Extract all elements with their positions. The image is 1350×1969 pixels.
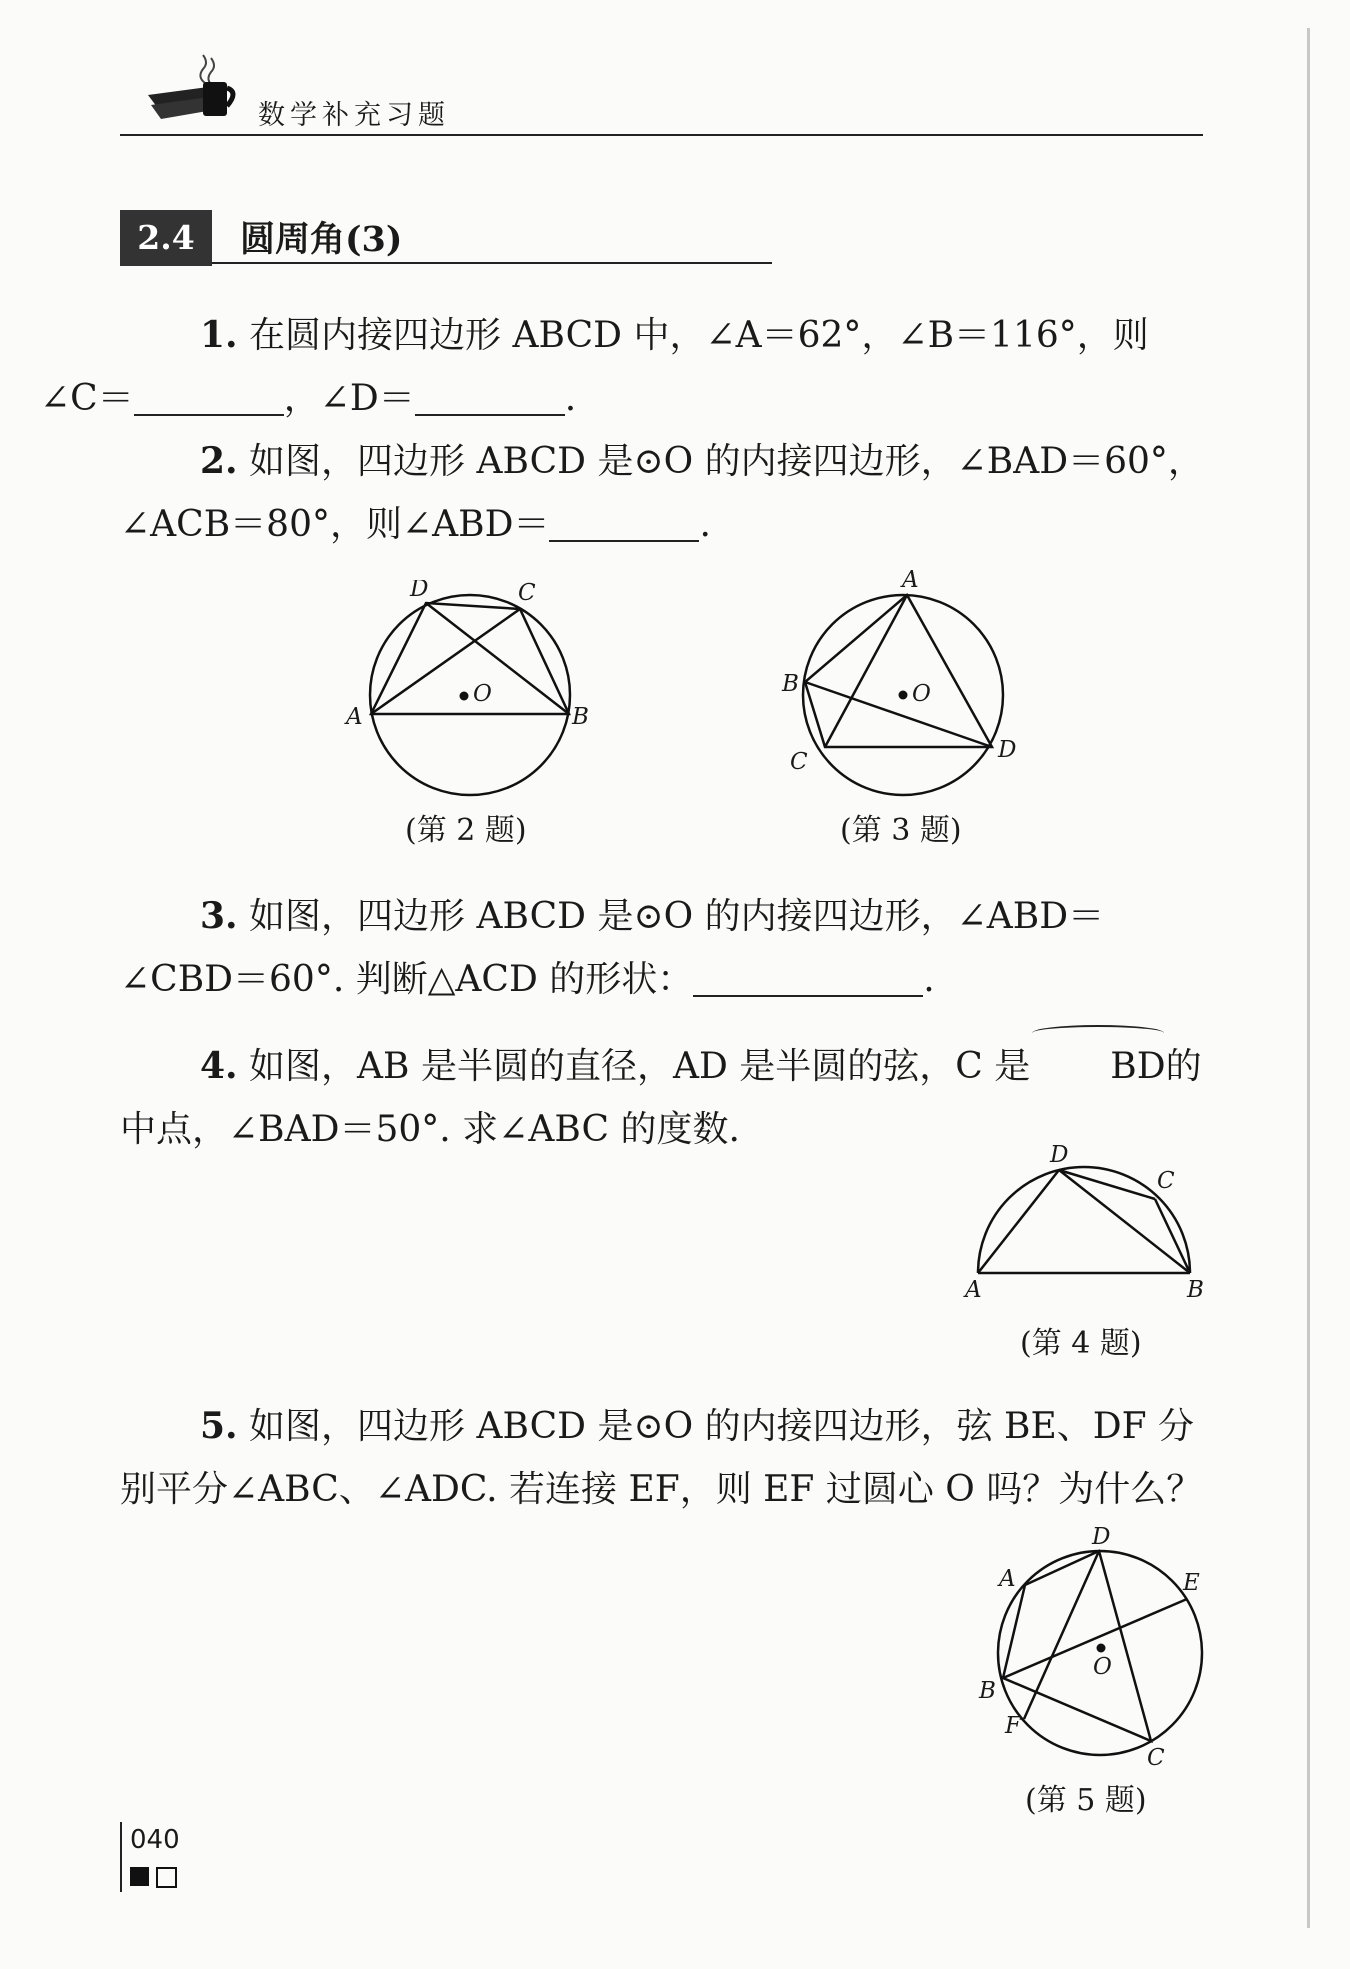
answer-blank-shape[interactable]: [693, 955, 923, 997]
angle-d-label: ∠D＝: [319, 378, 415, 419]
quadrilateral-abcd: [371, 603, 569, 714]
label-a: A: [965, 1277, 982, 1300]
label-f: F: [1005, 1713, 1021, 1739]
figure-4-diagram: [955, 1140, 1215, 1300]
period: .: [564, 378, 577, 419]
page-number: 040: [130, 1825, 180, 1855]
question-1-text: 在圆内接四边形 ABCD 中，∠A＝62°，∠B＝116°，则: [249, 315, 1149, 356]
label-c: C: [1157, 1168, 1175, 1194]
period: .: [923, 959, 935, 1000]
question-5-number: 5.: [200, 1405, 238, 1447]
question-3-number: 3.: [200, 895, 238, 937]
label-b: B: [1187, 1277, 1204, 1300]
question-2-text: 如图，四边形 ABCD 是⊙O 的内接四边形，∠BAD＝60°，∠ACB＝80°，则∠ABD＝: [120, 441, 1204, 545]
label-b: B: [782, 671, 799, 697]
question-1: [40, 304, 1205, 430]
header-title: 数学补充习题: [258, 100, 450, 131]
quadrilateral-abcd: [805, 595, 992, 747]
circle: [998, 1551, 1202, 1755]
empty-square-icon: [156, 1867, 177, 1888]
label-d: D: [1050, 1142, 1069, 1168]
label-o: O: [912, 681, 931, 707]
chord-cb: [1155, 1199, 1190, 1273]
arc-bd: BD: [1030, 1035, 1165, 1098]
label-e: E: [1183, 1570, 1200, 1596]
figure-5-diagram: [975, 1520, 1215, 1780]
diagonal-ac: [825, 595, 907, 747]
question-1-number: 1.: [200, 314, 238, 356]
figure-5-caption: (第 5 题): [1025, 1783, 1147, 1818]
section-rule: [212, 262, 772, 264]
section-number: 2.4: [120, 210, 212, 266]
question-2: [120, 430, 1205, 556]
label-b: B: [572, 704, 589, 730]
center-point: [460, 692, 469, 701]
diagonal-bd: [426, 603, 569, 714]
label-c: C: [790, 749, 808, 775]
figure-3-caption: (第 3 题): [840, 813, 962, 848]
header-rule: [120, 134, 1203, 136]
page-edge: [1307, 28, 1310, 1928]
center-point: [1097, 1644, 1106, 1653]
question-3: [120, 885, 1205, 1011]
question-4-number: 4.: [200, 1045, 238, 1087]
answer-blank-abd[interactable]: [549, 500, 699, 542]
figure-2-caption: (第 2 题): [405, 813, 527, 848]
book-cup-icon: [143, 50, 243, 130]
figure-3-diagram: [770, 565, 1040, 810]
label-a: A: [999, 1566, 1016, 1592]
chord-df: [1024, 1551, 1099, 1719]
question-4-text-a: 如图，AB 是半圆的直径，AD 是半圆的弦，C 是: [249, 1046, 1031, 1087]
label-a: A: [346, 704, 363, 730]
answer-blank-c[interactable]: [134, 374, 284, 416]
label-c: C: [518, 580, 536, 606]
figure-2-diagram: [340, 580, 600, 810]
label-d: D: [410, 580, 429, 602]
page-bar: [120, 1822, 122, 1892]
question-5-text: 如图，四边形 ABCD 是⊙O 的内接四边形，弦 BE、DF 分别平分∠ABC、∠ADC. 若连接 EF，则 EF 过圆心 O 吗？为什么？: [120, 1406, 1203, 1510]
figure-4-caption: (第 4 题): [1020, 1326, 1142, 1361]
filled-square-icon: [130, 1867, 149, 1886]
label-c: C: [1147, 1745, 1165, 1771]
center-point: [899, 691, 908, 700]
question-5: [120, 1395, 1205, 1521]
answer-blank-d[interactable]: [415, 374, 565, 416]
label-o: O: [1093, 1654, 1112, 1680]
label-o: O: [473, 681, 492, 707]
comma: ，: [283, 378, 320, 419]
question-2-number: 2.: [200, 440, 238, 482]
label-b: B: [979, 1678, 996, 1704]
label-d: D: [1092, 1524, 1111, 1550]
period: .: [699, 504, 711, 545]
question-4-text-b: 的中点，∠BAD＝50°. 求∠ABC 的度数.: [120, 1046, 1202, 1150]
question-3-text: 如图，四边形 ABCD 是⊙O 的内接四边形，∠ABD＝∠CBD＝60°. 判断△ACD 的形状：: [120, 896, 1105, 1000]
diagonal-bd: [805, 682, 992, 747]
label-a: A: [902, 567, 919, 593]
section-title: 圆周角(3): [240, 219, 403, 260]
label-d: D: [998, 737, 1017, 763]
angle-c-label: ∠C＝: [40, 378, 134, 419]
diagonal-ac: [371, 609, 520, 714]
